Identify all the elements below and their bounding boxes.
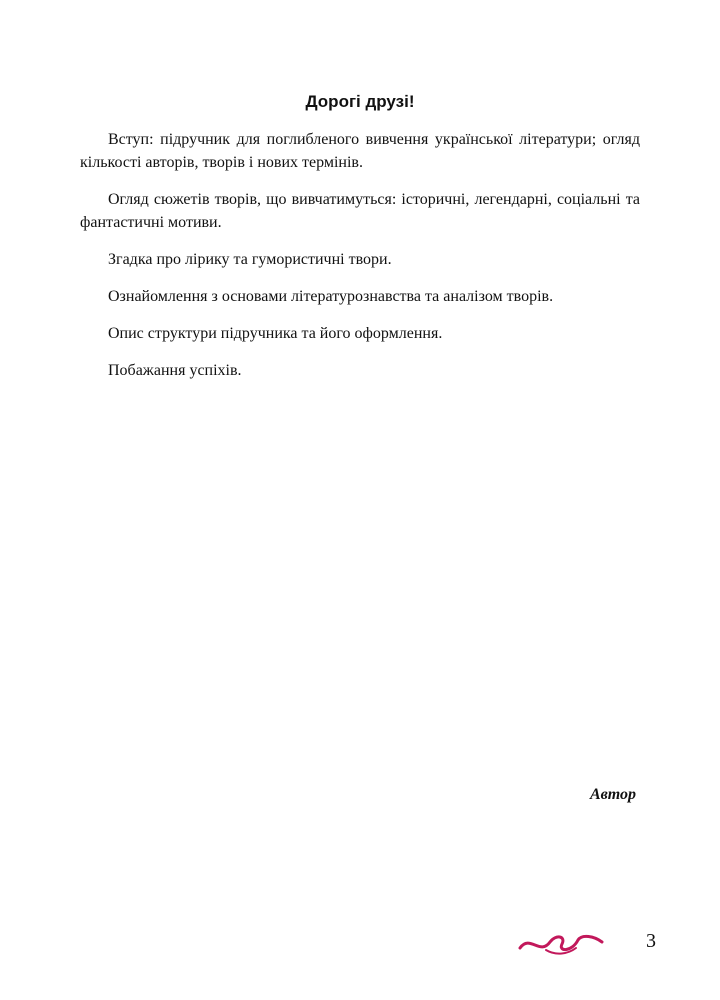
body-text [80, 128, 640, 396]
paragraph: Огляд сюжетів творів, що вивчатимуться: історичні, легендарні, соціальні та фантастичні мотиви. [80, 191, 640, 231]
decorative-swirl-icon [516, 928, 606, 958]
author-signature: Автор [589, 786, 636, 803]
page-heading: Дорогі друзі! [305, 92, 415, 111]
paragraph: Опис структури підручника та його оформлення. [108, 325, 443, 342]
page-number: 3 [646, 930, 656, 952]
paragraph: Побажання успіхів. [108, 362, 242, 379]
paragraph: Ознайомлення з основами літературознавства та аналізом творів. [108, 288, 554, 305]
paragraph: Згадка про лірику та гумористичні твори. [108, 251, 392, 268]
paragraph: Вступ: підручник для поглибленого вивчення української літератури; огляд кількості авторів, творів і нових термінів. [80, 131, 640, 171]
